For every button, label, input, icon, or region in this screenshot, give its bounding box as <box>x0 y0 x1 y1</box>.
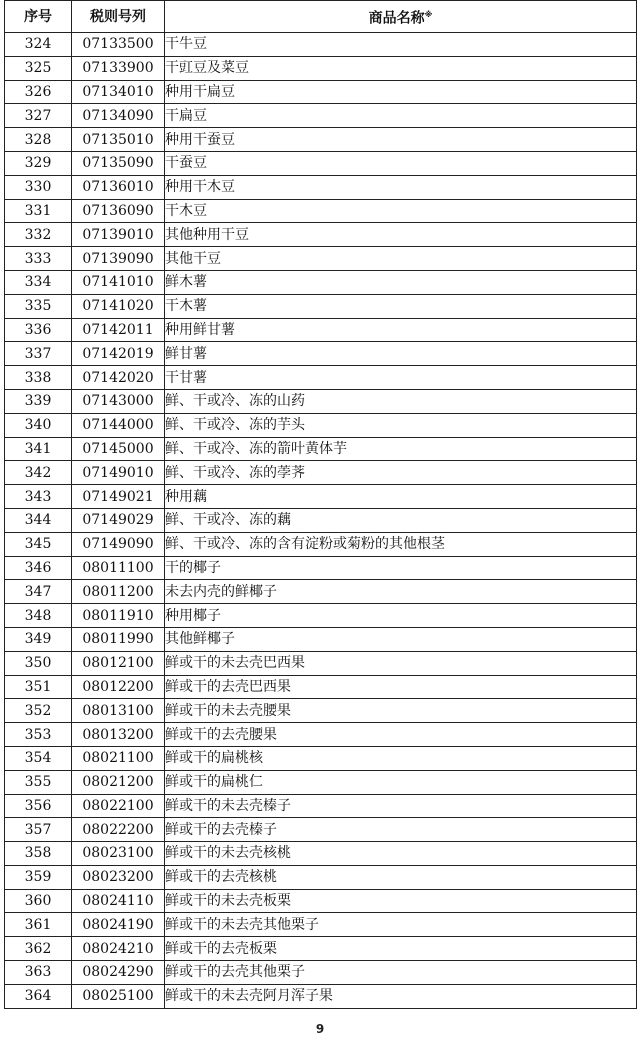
row-code: 07136010 <box>72 175 165 199</box>
header-seq: 序号 <box>5 1 72 33</box>
table-row <box>5 461 637 485</box>
row-name: 鲜或干的去壳腰果 <box>165 723 637 747</box>
table-row <box>5 437 637 461</box>
row-name: 种用干扁豆 <box>165 80 637 104</box>
row-name: 鲜或干的未去壳阿月浑子果 <box>165 984 637 1008</box>
table-row <box>5 961 637 985</box>
row-name: 干蚕豆 <box>165 151 637 175</box>
row-name: 鲜或干的去壳其他栗子 <box>165 961 637 985</box>
row-seq: 325 <box>5 56 72 80</box>
row-seq: 364 <box>5 984 72 1008</box>
table-row <box>5 675 637 699</box>
row-code: 08024110 <box>72 889 165 913</box>
table-row <box>5 937 637 961</box>
row-code: 08024290 <box>72 961 165 985</box>
row-code: 08021200 <box>72 770 165 794</box>
row-code: 07149090 <box>72 532 165 556</box>
row-seq: 332 <box>5 223 72 247</box>
row-seq: 340 <box>5 413 72 437</box>
row-seq: 343 <box>5 485 72 509</box>
row-seq: 333 <box>5 247 72 271</box>
row-seq: 352 <box>5 699 72 723</box>
table-row <box>5 865 637 889</box>
table-row <box>5 580 637 604</box>
table-row <box>5 270 637 294</box>
row-name: 鲜或干的未去壳巴西果 <box>165 651 637 675</box>
row-code: 07149010 <box>72 461 165 485</box>
row-seq: 337 <box>5 342 72 366</box>
row-code: 07141020 <box>72 294 165 318</box>
row-seq: 349 <box>5 627 72 651</box>
table-row <box>5 33 637 57</box>
row-name: 鲜或干的去壳榛子 <box>165 818 637 842</box>
row-code: 08021100 <box>72 746 165 770</box>
row-code: 08011910 <box>72 604 165 628</box>
table-row <box>5 556 637 580</box>
row-name: 鲜或干的去壳巴西果 <box>165 675 637 699</box>
row-seq: 355 <box>5 770 72 794</box>
row-name: 鲜或干的未去壳核桃 <box>165 842 637 866</box>
table-row <box>5 413 637 437</box>
row-code: 08011200 <box>72 580 165 604</box>
table-header <box>5 1 637 33</box>
row-code: 07136090 <box>72 199 165 223</box>
row-name: 其他种用干豆 <box>165 223 637 247</box>
row-name: 未去内壳的鲜椰子 <box>165 580 637 604</box>
row-code: 07139010 <box>72 223 165 247</box>
row-seq: 353 <box>5 723 72 747</box>
row-code: 07149029 <box>72 508 165 532</box>
row-name: 鲜或干的去壳核桃 <box>165 865 637 889</box>
row-seq: 363 <box>5 961 72 985</box>
row-seq: 344 <box>5 508 72 532</box>
row-seq: 356 <box>5 794 72 818</box>
row-name: 鲜或干的未去壳榛子 <box>165 794 637 818</box>
row-name: 种用椰子 <box>165 604 637 628</box>
header-name <box>165 1 637 33</box>
table-body <box>5 33 637 1009</box>
row-seq: 362 <box>5 937 72 961</box>
row-code: 07142019 <box>72 342 165 366</box>
row-code: 07134090 <box>72 104 165 128</box>
table-row <box>5 366 637 390</box>
table-row <box>5 223 637 247</box>
row-code: 08023100 <box>72 842 165 866</box>
row-code: 07135090 <box>72 151 165 175</box>
table-row <box>5 913 637 937</box>
row-code: 08022100 <box>72 794 165 818</box>
table-row <box>5 294 637 318</box>
row-seq: 338 <box>5 366 72 390</box>
row-name: 其他鲜椰子 <box>165 627 637 651</box>
table-row <box>5 746 637 770</box>
row-code: 07133900 <box>72 56 165 80</box>
table-row <box>5 794 637 818</box>
table-row <box>5 175 637 199</box>
table-row <box>5 56 637 80</box>
table-row <box>5 699 637 723</box>
row-name: 鲜或干的去壳板栗 <box>165 937 637 961</box>
row-code: 07135010 <box>72 128 165 152</box>
row-seq: 358 <box>5 842 72 866</box>
row-name: 鲜甘薯 <box>165 342 637 366</box>
row-code: 08025100 <box>72 984 165 1008</box>
row-code: 08011990 <box>72 627 165 651</box>
row-code: 08023200 <box>72 865 165 889</box>
row-seq: 351 <box>5 675 72 699</box>
row-seq: 341 <box>5 437 72 461</box>
table-row <box>5 770 637 794</box>
row-seq: 327 <box>5 104 72 128</box>
row-seq: 331 <box>5 199 72 223</box>
table-row <box>5 842 637 866</box>
table-row <box>5 651 637 675</box>
row-name: 干豇豆及菜豆 <box>165 56 637 80</box>
row-seq: 345 <box>5 532 72 556</box>
table-row <box>5 80 637 104</box>
row-seq: 350 <box>5 651 72 675</box>
table-row <box>5 104 637 128</box>
row-code: 07133500 <box>72 33 165 57</box>
row-name: 干甘薯 <box>165 366 637 390</box>
row-seq: 326 <box>5 80 72 104</box>
row-name: 鲜、干或冷、冻的藕 <box>165 508 637 532</box>
row-code: 07142020 <box>72 366 165 390</box>
row-seq: 342 <box>5 461 72 485</box>
table-row <box>5 627 637 651</box>
row-name: 鲜或干的扁桃核 <box>165 746 637 770</box>
header-name-note-mark: ※ <box>424 9 433 19</box>
row-seq: 335 <box>5 294 72 318</box>
table-row <box>5 199 637 223</box>
row-name: 种用干蚕豆 <box>165 128 637 152</box>
row-name: 鲜、干或冷、冻的箭叶黄体芋 <box>165 437 637 461</box>
row-name: 种用鲜甘薯 <box>165 318 637 342</box>
row-code: 07139090 <box>72 247 165 271</box>
row-code: 08024210 <box>72 937 165 961</box>
row-name: 干的椰子 <box>165 556 637 580</box>
row-name: 鲜木薯 <box>165 270 637 294</box>
row-seq: 324 <box>5 33 72 57</box>
row-seq: 359 <box>5 865 72 889</box>
table-row <box>5 604 637 628</box>
tariff-table <box>4 0 637 1009</box>
row-name: 鲜或干的未去壳腰果 <box>165 699 637 723</box>
table-row <box>5 247 637 271</box>
row-seq: 336 <box>5 318 72 342</box>
row-name: 干牛豆 <box>165 33 637 57</box>
table-row <box>5 318 637 342</box>
page-number: 9 <box>315 1022 325 1036</box>
row-code: 07144000 <box>72 413 165 437</box>
row-seq: 328 <box>5 128 72 152</box>
row-name: 干扁豆 <box>165 104 637 128</box>
table-row <box>5 532 637 556</box>
row-code: 08022200 <box>72 818 165 842</box>
row-name: 其他干豆 <box>165 247 637 271</box>
row-seq: 360 <box>5 889 72 913</box>
row-code: 07143000 <box>72 389 165 413</box>
row-name: 鲜、干或冷、冻的山药 <box>165 389 637 413</box>
table-row <box>5 723 637 747</box>
row-name: 干木豆 <box>165 199 637 223</box>
table-row <box>5 984 637 1008</box>
header-name-label: 商品名称 <box>368 10 425 27</box>
row-seq: 329 <box>5 151 72 175</box>
row-name: 鲜或干的未去壳其他栗子 <box>165 913 637 937</box>
row-seq: 354 <box>5 746 72 770</box>
header-code: 税则号列 <box>72 1 165 33</box>
row-seq: 347 <box>5 580 72 604</box>
header-row <box>5 1 637 33</box>
row-seq: 330 <box>5 175 72 199</box>
row-seq: 339 <box>5 389 72 413</box>
row-code: 07145000 <box>72 437 165 461</box>
table-row <box>5 889 637 913</box>
row-code: 08012100 <box>72 651 165 675</box>
row-name: 鲜、干或冷、冻的芋头 <box>165 413 637 437</box>
row-seq: 348 <box>5 604 72 628</box>
row-name: 种用干木豆 <box>165 175 637 199</box>
row-name: 鲜、干或冷、冻的荸荠 <box>165 461 637 485</box>
table-row <box>5 128 637 152</box>
row-seq: 334 <box>5 270 72 294</box>
row-code: 08012200 <box>72 675 165 699</box>
row-name: 鲜或干的未去壳板栗 <box>165 889 637 913</box>
row-code: 08013200 <box>72 723 165 747</box>
row-seq: 361 <box>5 913 72 937</box>
table-row <box>5 151 637 175</box>
row-code: 08011100 <box>72 556 165 580</box>
row-code: 07149021 <box>72 485 165 509</box>
row-code: 07142011 <box>72 318 165 342</box>
table-row <box>5 508 637 532</box>
table-row <box>5 389 637 413</box>
row-code: 07141010 <box>72 270 165 294</box>
row-name: 鲜、干或冷、冻的含有淀粉或菊粉的其他根茎 <box>165 532 637 556</box>
table-row <box>5 342 637 366</box>
table-row <box>5 818 637 842</box>
row-code: 08024190 <box>72 913 165 937</box>
row-name: 鲜或干的扁桃仁 <box>165 770 637 794</box>
table-row <box>5 485 637 509</box>
row-seq: 346 <box>5 556 72 580</box>
row-code: 07134010 <box>72 80 165 104</box>
row-seq: 357 <box>5 818 72 842</box>
row-name: 干木薯 <box>165 294 637 318</box>
row-name: 种用藕 <box>165 485 637 509</box>
row-code: 08013100 <box>72 699 165 723</box>
